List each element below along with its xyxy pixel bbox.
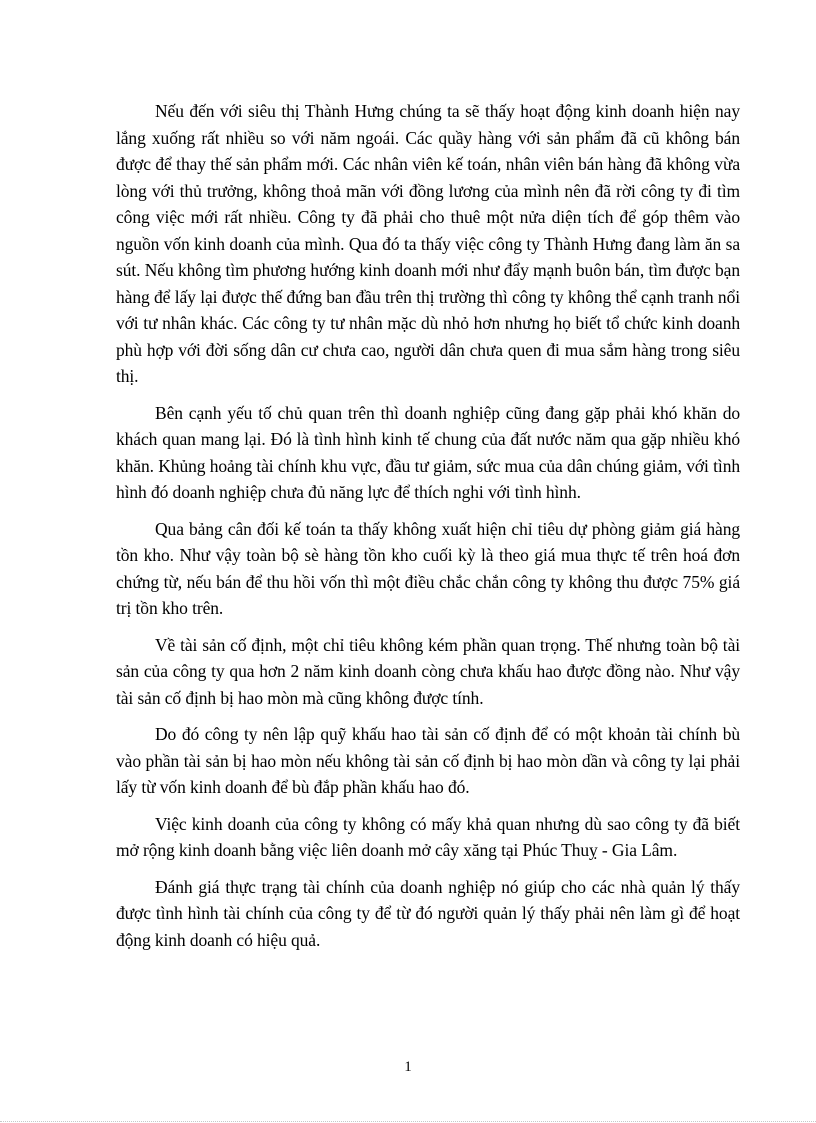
- paragraph-1: Nếu đến với siêu thị Thành Hưng chúng ta sẽ thấy hoạt động kinh doanh hiện nay lắng xuống rất nhiều so với năm ngoái. Các quầy hàng với sản phẩm đã cũ không bán được để thay thế sản phẩm mới. Các nhân viên kế toán, nhân viên bán hàng đã không vừa lòng với thủ trưởng, không thoả mãn với đồng lương của mình nên đã rời công ty đi tìm công việc mới rất nhiều. Công ty đã phải cho thuê một nửa diện tích để góp thêm vào nguồn vốn kinh doanh của mình. Qua đó ta thấy việc công ty Thành Hưng đang làm ăn sa sút. Nếu không tìm phương hướng kinh doanh mới như đẩy mạnh buôn bán, tìm được bạn hàng để lấy lại được thế đứng ban đầu trên thị trường thì công ty không thể cạnh tranh nổi với tư nhân khác. Các công ty tư nhân mặc dù nhỏ hơn nhưng họ biết tổ chức kinh doanh phù hợp với đời sống dân cư chưa cao, người dân chưa quen đi mua sắm hàng trong siêu thị.: [116, 101, 740, 386]
- paragraph-6: Việc kinh doanh của công ty không có mấy khả quan nhưng dù sao công ty đã biết mở rộng kinh doanh bằng việc liên doanh mở cây xăng tại Phúc Thuỵ - Gia Lâm.: [116, 813, 740, 860]
- paragraph-4: Về tài sản cố định, một chỉ tiêu không kém phần quan trọng. Thế nhưng toàn bộ tài sản của công ty qua hơn 2 năm kinh doanh còng chưa khấu hao được đồng nào. Như vậy tài sản cố định bị hao mòn mà cũng không được tính.: [116, 634, 740, 708]
- page-bottom-divider: [0, 1121, 816, 1122]
- paragraph-7: Đánh giá thực trạng tài chính của doanh nghiệp nó giúp cho các nhà quản lý thấy được tình hình tài chính của công ty để từ đó người quản lý thấy phải nên làm gì để hoạt động kinh doanh có hiệu quả.: [116, 876, 740, 950]
- page-number: 1: [404, 1059, 412, 1075]
- paragraph-2: Bên cạnh yếu tố chủ quan trên thì doanh nghiệp cũng đang gặp phải khó khăn do khách quan mang lại. Đó là tình hình kinh tế chung của đất nước năm qua gặp nhiều khó khăn. Khủng hoảng tài chính khu vực, đầu tư giảm, sức mua của dân chúng giảm, với tình hình đó doanh nghiệp chưa đủ năng lực để thích nghi với tình hình.: [116, 402, 740, 502]
- paragraph-3: Qua bảng cân đối kế toán ta thấy không xuất hiện chỉ tiêu dự phòng giảm giá hàng tồn kho. Như vậy toàn bộ sè hàng tồn kho cuối kỳ là theo giá mua thực tế trên hoá đơn chứng từ, nếu bán để thu hồi vốn thì một điều chắc chắn công ty không thu được 75% giá trị tồn kho trên.: [116, 518, 740, 618]
- paragraph-5: Do đó công ty nên lập quỹ khấu hao tài sản cố định để có một khoản tài chính bù vào phần tài sản bị hao mòn nếu không tài sản cố định bị hao mòn dần và công ty lại phải lấy từ vốn kinh doanh để bù đắp phần khấu hao đó.: [116, 724, 740, 797]
- document-body: [116, 98, 740, 963]
